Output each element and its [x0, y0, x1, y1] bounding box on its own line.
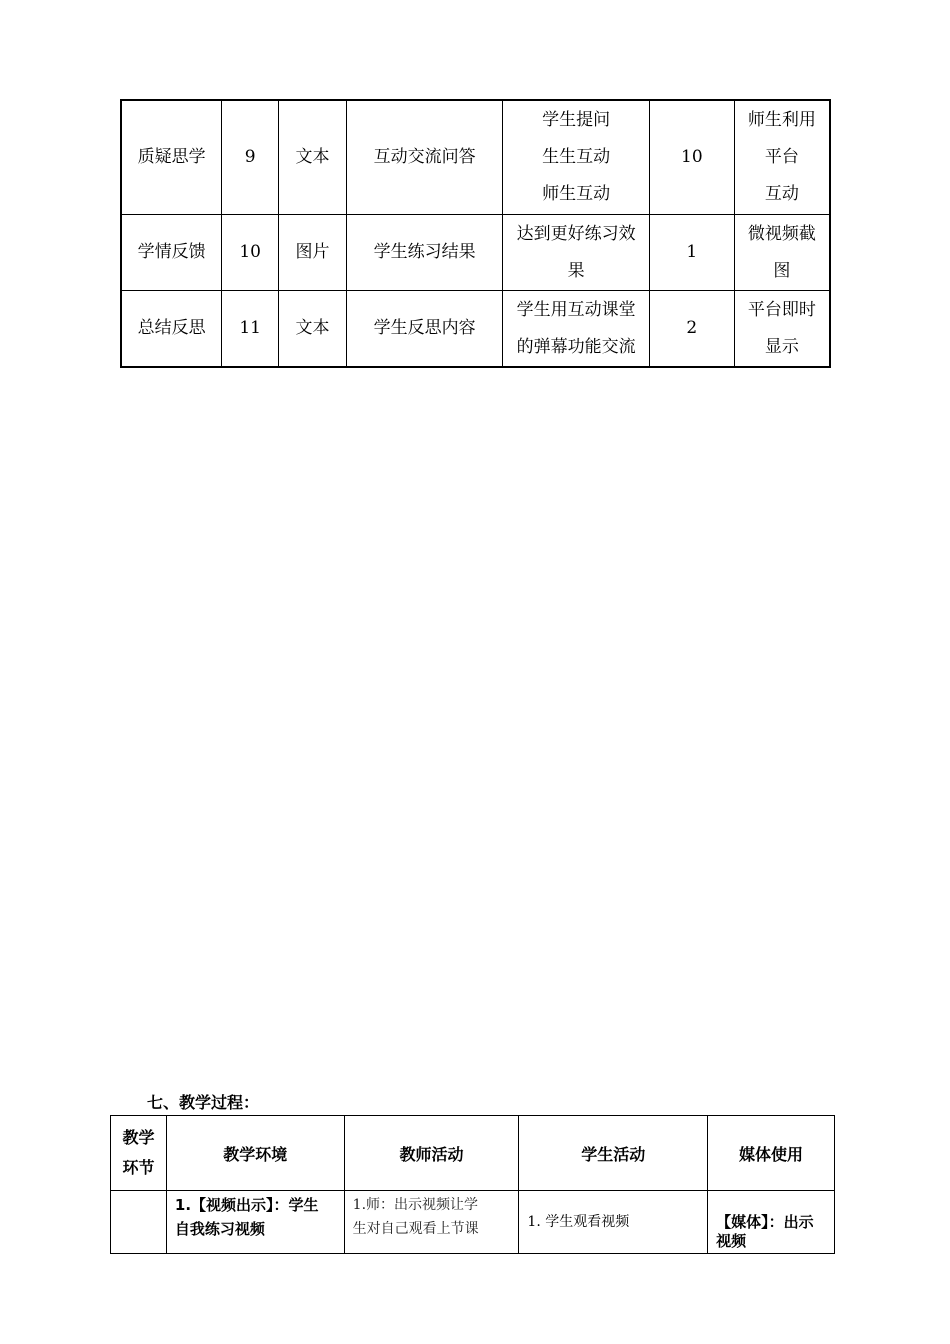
purpose-line: 师生互动 — [542, 184, 611, 204]
content-cell: 学生反思内容 — [346, 291, 502, 368]
environment-line: 自我练习视频 — [174, 1220, 265, 1238]
stage-cell — [111, 1191, 167, 1254]
teacher-line: 生对自己观看上节课 — [352, 1221, 479, 1237]
table-row — [121, 215, 830, 291]
media-line: 【媒体】：出示 — [716, 1213, 814, 1231]
header-stage-line: 环节 — [122, 1158, 155, 1177]
purpose-line: 达到更好练习效 — [516, 223, 636, 244]
teacher-cell — [344, 1191, 519, 1254]
type-cell: 图片 — [279, 215, 347, 291]
purpose-line: 学生用互动课堂 — [516, 299, 636, 320]
purpose-line: 的弹幕功能交流 — [516, 336, 636, 357]
teacher-line: 1.师：出示视频让学 — [352, 1197, 479, 1213]
purpose-line: 生生互动 — [542, 147, 611, 167]
header-stage-line: 教学 — [122, 1128, 155, 1147]
resource-table — [120, 99, 831, 368]
media-line: 视频 — [716, 1232, 747, 1250]
content-cell: 互动交流问答 — [346, 100, 502, 215]
notes-line: 平台即时 — [747, 299, 816, 320]
index-cell: 9 — [222, 100, 279, 215]
student-cell: 1. 学生观看视频 — [519, 1191, 708, 1254]
stage-cell: 质疑思学 — [121, 100, 222, 215]
table-row — [111, 1191, 835, 1254]
header-media: 媒体使用 — [708, 1116, 835, 1191]
table-row — [121, 291, 830, 368]
purpose-cell — [503, 291, 650, 368]
header-environment: 教学环境 — [166, 1116, 344, 1191]
environment-line: 1.【视频出示】：学生 — [174, 1196, 319, 1214]
type-cell: 文本 — [279, 100, 347, 215]
purpose-line: 学生提问 — [542, 110, 611, 130]
notes-line: 平台 — [764, 147, 799, 167]
notes-cell — [734, 291, 830, 368]
header-student: 学生活动 — [519, 1116, 708, 1191]
teaching-process-table — [110, 1115, 835, 1254]
type-cell: 文本 — [279, 291, 347, 368]
notes-line: 微视频截 — [747, 223, 816, 244]
purpose-cell — [503, 215, 650, 291]
index-cell: 11 — [222, 291, 279, 368]
time-cell: 2 — [649, 291, 734, 368]
index-cell: 10 — [222, 215, 279, 291]
stage-cell: 总结反思 — [121, 291, 222, 368]
stage-cell: 学情反馈 — [121, 215, 222, 291]
notes-cell — [734, 100, 830, 215]
notes-line: 图 — [773, 260, 791, 281]
content-cell: 学生练习结果 — [346, 215, 502, 291]
time-cell: 1 — [649, 215, 734, 291]
notes-line: 互动 — [764, 184, 799, 204]
media-cell — [708, 1191, 835, 1254]
notes-cell — [734, 215, 830, 291]
time-cell: 10 — [649, 100, 734, 215]
notes-line: 显示 — [764, 336, 799, 357]
header-teacher: 教师活动 — [344, 1116, 519, 1191]
purpose-cell — [503, 100, 650, 215]
header-stage — [111, 1116, 167, 1191]
header-row — [111, 1116, 835, 1191]
environment-cell — [166, 1191, 344, 1254]
section-title: 七、教学过程： — [147, 1093, 260, 1112]
purpose-line: 果 — [567, 260, 585, 281]
table-row — [121, 100, 830, 215]
notes-line: 师生利用 — [747, 110, 816, 130]
